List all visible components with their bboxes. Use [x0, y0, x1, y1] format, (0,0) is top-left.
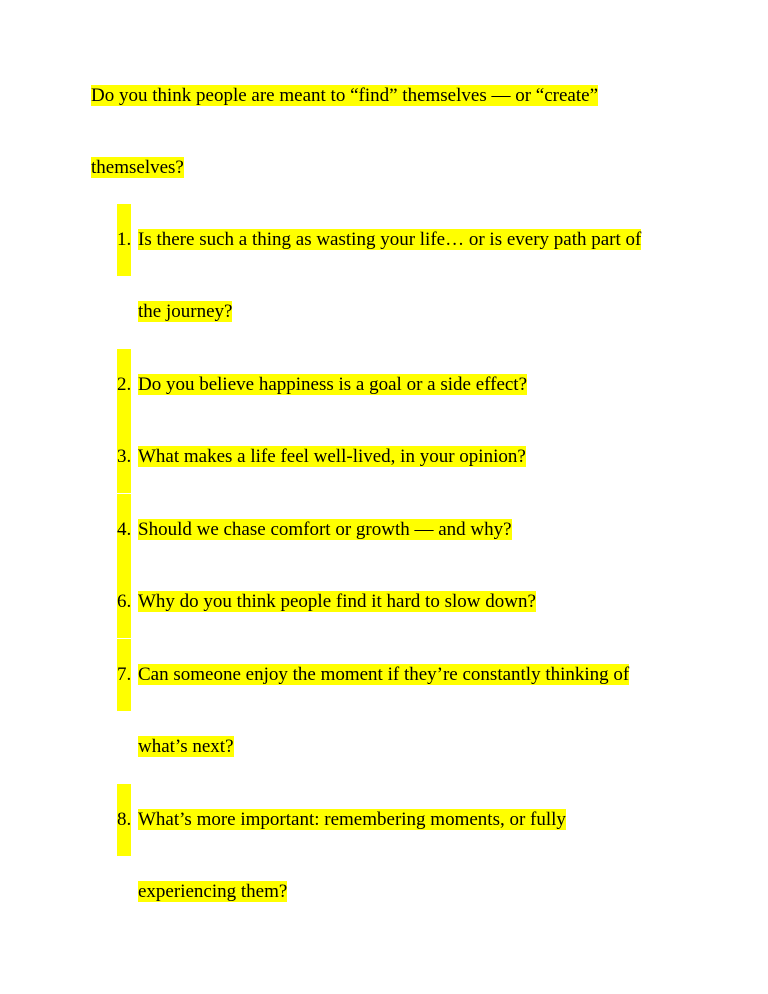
list-item-text: Is there such a thing as wasting your life… or is every path part of the journey?	[138, 229, 642, 322]
list-item	[117, 784, 697, 928]
list-item-text: Do you believe happiness is a goal or a side effect?	[138, 374, 528, 395]
intro-question	[91, 60, 691, 204]
list-item	[117, 639, 697, 783]
list-item-text: Should we chase comfort or growth — and why?	[138, 519, 512, 540]
list-item-number: 2.	[117, 349, 131, 421]
list-item-text: What’s more important: remembering moments, or fully experiencing them?	[138, 809, 566, 902]
list-item-text: Why do you think people find it hard to slow down?	[138, 591, 536, 612]
list-item-number: 1.	[117, 204, 131, 276]
list-item-number: 3.	[117, 421, 131, 493]
list-item-number: 4.	[117, 494, 131, 566]
list-item	[117, 421, 697, 493]
list-item-text: Can someone enjoy the moment if they’re constantly thinking of what’s next?	[138, 664, 630, 757]
list-item-number: 6.	[117, 566, 131, 638]
list-item-number: 8.	[117, 784, 131, 856]
list-item-number: 7.	[117, 639, 131, 711]
intro-question-text: Do you think people are meant to “find” themselves — or “create” themselves?	[91, 85, 598, 178]
list-item	[117, 566, 697, 638]
list-item	[117, 204, 697, 348]
list-item	[117, 349, 697, 421]
list-item-text: What makes a life feel well-lived, in your opinion?	[138, 446, 526, 467]
list-item	[117, 494, 697, 566]
